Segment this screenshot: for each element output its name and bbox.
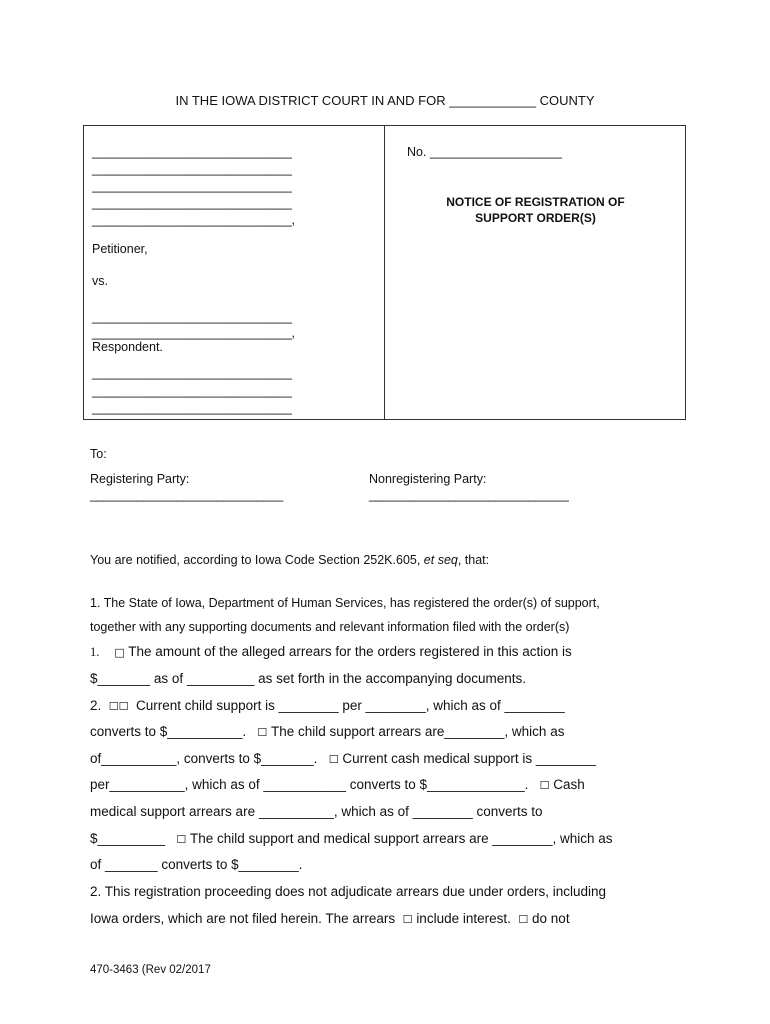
- p2-text-a: Iowa orders, which are not filed herein. The arrears: [90, 911, 396, 926]
- line-3-text-b: The child support arrears are________, which as: [271, 724, 565, 739]
- petitioner-line-5[interactable]: ______________________________,: [92, 213, 295, 227]
- intro-post: , that:: [457, 553, 490, 567]
- line-7-text-b: The child support and medical support arrears are ________, which as: [190, 831, 613, 846]
- include-interest-checkbox[interactable]: ☐: [402, 913, 413, 926]
- item-2-line-1: [90, 698, 565, 713]
- item-2-text: Current child support is ________ per ________, which as of ________: [136, 698, 565, 713]
- item-1-checkbox[interactable]: □: [114, 646, 125, 659]
- to-label: To:: [90, 447, 107, 461]
- court-header: IN THE IOWA DISTRICT COURT IN AND FOR ____________ COUNTY: [175, 93, 595, 108]
- child-support-arrears-checkbox[interactable]: ☐: [257, 726, 268, 739]
- paragraph-2-line-2: [90, 911, 570, 926]
- registering-party-label: Registering Party:: [90, 472, 190, 486]
- item-2-checkbox[interactable]: ☐☐: [108, 700, 129, 713]
- nonregistering-party-label: Nonregistering Party:: [369, 472, 487, 486]
- item-1-line-2: $_______ as of _________ as set forth in the accompanying documents.: [90, 671, 527, 686]
- item-1-line-1: [90, 644, 572, 660]
- p2-text-c: do not: [532, 911, 570, 926]
- notice-title-line-2: SUPPORT ORDER(S): [475, 211, 596, 225]
- notice-intro: [90, 553, 489, 567]
- body-line-5: [90, 777, 585, 792]
- respondent-label: Respondent.: [92, 340, 163, 354]
- body-line-6: medical support arrears are __________, which as of ________ converts to: [90, 804, 543, 819]
- notice-title-line-1: NOTICE OF REGISTRATION OF: [446, 195, 625, 209]
- paragraph-1-line-2: together with any supporting documents and relevant information filed with the order(s): [90, 620, 570, 634]
- line-3-text-a: converts to $__________.: [90, 724, 247, 739]
- petitioner-label: Petitioner,: [92, 242, 148, 256]
- body-line-8: of _______ converts to $________.: [90, 857, 303, 872]
- line-5-text-b: Cash: [553, 777, 585, 792]
- cash-medical-support-checkbox[interactable]: ☐: [328, 753, 339, 766]
- cash-medical-arrears-checkbox[interactable]: ☐: [539, 779, 550, 792]
- extra-line-3[interactable]: ______________________________: [92, 401, 292, 415]
- line-7-text-a: $_________: [90, 831, 166, 846]
- p2-text-b: include interest.: [416, 911, 511, 926]
- intro-emphasis: et seq: [423, 553, 458, 567]
- petitioner-line-4[interactable]: ______________________________: [92, 196, 292, 210]
- body-line-4: [90, 751, 596, 766]
- form-number-footer: 470-3463 (Rev 02/2017: [90, 964, 211, 976]
- line-4-text-b: Current cash medical support is ________: [342, 751, 596, 766]
- body-line-7: [90, 831, 613, 846]
- case-number-field[interactable]: No. ___________________: [407, 145, 563, 159]
- respondent-line-1[interactable]: ______________________________: [92, 310, 292, 324]
- paragraph-1-line-1: 1. The State of Iowa, Department of Human Services, has registered the order(s) of support,: [90, 596, 600, 610]
- caption-divider: [384, 126, 385, 419]
- vs-label: vs.: [92, 274, 108, 288]
- extra-line-2[interactable]: ______________________________: [92, 384, 292, 398]
- intro-pre: You are notified, according to Iowa Code Section 252K.605,: [90, 553, 424, 567]
- extra-line-1[interactable]: ______________________________: [92, 366, 292, 380]
- petitioner-line-3[interactable]: ______________________________: [92, 179, 292, 193]
- nonregistering-party-field[interactable]: ______________________________: [369, 488, 569, 502]
- paragraph-2-line-1: 2. This registration proceeding does not adjudicate arrears due under orders, including: [90, 884, 607, 899]
- notice-title: [384, 194, 687, 226]
- petitioner-line-1[interactable]: ______________________________: [92, 145, 292, 159]
- line-5-text-a: per__________, which as of ___________ converts to $_____________.: [90, 777, 529, 792]
- line-4-text-a: of__________, converts to $_______.: [90, 751, 318, 766]
- item-1-text: The amount of the alleged arrears for the orders registered in this action is: [128, 644, 572, 659]
- petitioner-line-2[interactable]: ______________________________: [92, 162, 292, 176]
- respondent-line-2[interactable]: ______________________________,: [92, 326, 295, 340]
- registering-party-field[interactable]: _____________________________: [90, 488, 283, 502]
- body-line-3: [90, 724, 564, 739]
- item-2-number: 2.: [90, 698, 102, 713]
- case-caption-box: [83, 125, 686, 420]
- do-not-include-interest-checkbox[interactable]: ☐: [518, 913, 529, 926]
- combined-arrears-checkbox[interactable]: ☐: [176, 833, 187, 846]
- item-1-number: 1.: [90, 645, 100, 659]
